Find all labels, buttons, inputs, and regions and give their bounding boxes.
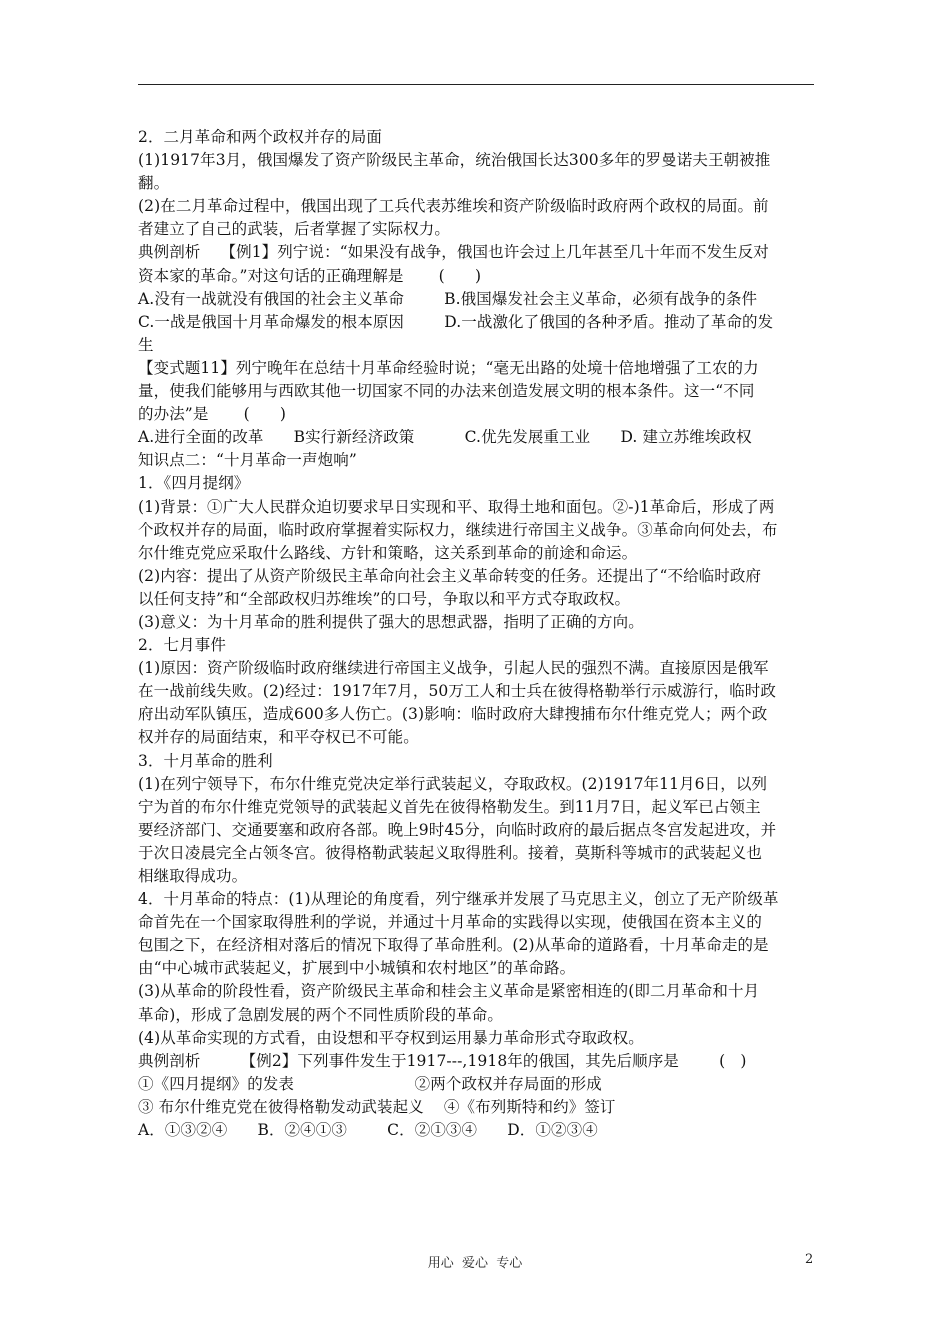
text-line: 【变式题11】列宁晚年在总结十月革命经验时说；“毫无出路的处境十倍地增强了工农的力	[138, 358, 759, 377]
footer-motto: 用心 爱心 专心	[427, 1256, 523, 1271]
text-line: (4)从革命实现的方式看，由设想和平夺权到运用暴力革命形式夺取政权。	[138, 1028, 644, 1047]
text-line: 府出动军队镇压，造成600多人伤亡。(3)影响：临时政府大肆搜捕布尔什维克党人；两个政	[138, 705, 768, 724]
text-line: 典例剖析 【例2】下列事件发生于1917---,1918年的俄国，其先后顺序是 ( )	[138, 1051, 747, 1070]
text-line: 者建立了自己的武装，后者掌握了实际权力。	[138, 220, 451, 239]
text-line: 个政权并存的局面，临时政府掌握着实际权力，继续进行帝国主义战争。③革命向何处去，布	[138, 520, 778, 539]
text-line: (3)意义：为十月革命的胜利提供了强大的思想武器，指明了正确的方向。	[138, 612, 644, 631]
text-line: A.没有一战就没有俄国的社会主义革命 B.俄国爆发社会主义革命，必须有战争的条件	[138, 289, 758, 308]
text-line: (1)在列宁领导下，布尔什维克党决定举行武装起义，夺取政权。(2)1917年11月6日，以列	[138, 774, 768, 793]
text-line: 以任何支持”和“全部政权归苏维埃”的口号，争取以和平方式夺取政权。	[138, 589, 631, 608]
text-line: 1．《四月提纲》	[138, 474, 250, 493]
text-line: 生	[138, 335, 154, 354]
text-line: A.进行全面的改革 B实行新经济政策 C.优先发展重工业 D. 建立苏维埃政权	[138, 428, 752, 447]
header-rule	[138, 84, 814, 85]
text-line: C.一战是俄国十月革命爆发的根本原因 D.一战激化了俄国的各种矛盾。推动了革命的发	[138, 312, 774, 331]
text-line: (1)1917年3月，俄国爆发了资产阶级民主革命，统治俄国长达300多年的罗曼诺夫王朝被推	[138, 151, 771, 170]
text-line: 3．十月革命的胜利	[138, 751, 273, 770]
text-line: 资本家的革命。”对这句话的正确理解是 ( )	[138, 266, 482, 285]
text-line: A．①③②④ B．②④①③ C．②①③④ D．①②③④	[138, 1121, 598, 1140]
document-body	[138, 126, 818, 1142]
text-line: 量，使我们能够用与西欧其他一切国家不同的办法来创造发展文明的根本条件。这一“不同	[138, 382, 755, 401]
text-line: 的办法”是 ( )	[138, 405, 287, 424]
text-line: 在一战前线失败。(2)经过：1917年7月，50万工人和士兵在彼得格勒举行示威游行，临时政	[138, 682, 776, 701]
page-number: 2	[805, 1252, 814, 1267]
text-line: ③ 布尔什维克党在彼得格勒发动武装起义 ④《布列斯特和约》签订	[138, 1097, 616, 1116]
text-line: (1)背景：①广大人民群众迫切要求早日实现和平、取得土地和面包。②-)1革命后，形成了两	[138, 497, 775, 516]
text-line: (3)从革命的阶段性看，资产阶级民主革命和桂会主义革命是紧密相连的(即二月革命和十月	[138, 982, 760, 1001]
text-line: 于次日凌晨完全占领冬宫。彼得格勒武装起义取得胜利。接着，莫斯科等城市的武装起义也	[138, 843, 763, 862]
text-line: ①《四月提纲》的发表 ②两个政权并存局面的形成	[138, 1074, 602, 1093]
text-line: 要经济部门、交通要塞和政府各部。晚上9时45分，向临时政府的最后据点冬宫发起进攻，并	[138, 820, 777, 839]
text-line: 翻。	[138, 174, 170, 193]
text-line: 知识点二：“十月革命一声炮响”	[138, 451, 357, 470]
text-line: (2)在二月革命过程中，俄国出现了工兵代表苏维埃和资产阶级临时政府两个政权的局面。前	[138, 197, 769, 216]
text-line: 权并存的局面结束，和平夺权已不可能。	[138, 728, 419, 747]
text-line: 革命)，形成了急剧发展的两个不同性质阶段的革命。	[138, 1005, 503, 1024]
text-line: 命首先在一个国家取得胜利的学说，并通过十月革命的实践得以实现，使俄国在资本主义的	[138, 913, 763, 932]
text-line: 典例剖析 【例1】列宁说：“如果没有战争，俄国也许会过上几年甚至几十年而不发生反对	[138, 243, 769, 262]
text-line: 相继取得成功。	[138, 867, 248, 885]
text-line: 宁为首的布尔什维克党领导的武装起义首先在彼得格勒发生。到11月7日，起义军已占领主	[138, 797, 761, 816]
text-line: (1)原因：资产阶级临时政府继续进行帝国主义战争，引起人民的强烈不满。直接原因是俄军	[138, 659, 769, 678]
text-line: 包围之下，在经济相对落后的情况下取得了革命胜利。(2)从革命的道路看，十月革命走的是	[138, 936, 769, 955]
text-line: (2)内容：提出了从资产阶级民主革命向社会主义革命转变的任务。还提出了“不给临时政府	[138, 566, 762, 585]
text-line: 2．二月革命和两个政权并存的局面	[138, 128, 382, 146]
text-line: 尔什维克党应采取什么路线、方针和策略，这关系到革命的前途和命运。	[138, 543, 638, 562]
text-line: 由“中心城市武装起义，扩展到中小城镇和农村地区”的革命路。	[138, 959, 576, 978]
text-line: 4．十月革命的特点：(1)从理论的角度看，列宁继承并发展了马克思主义，创立了无产阶级革	[138, 890, 779, 909]
text-line: 2．七月事件	[138, 636, 226, 655]
